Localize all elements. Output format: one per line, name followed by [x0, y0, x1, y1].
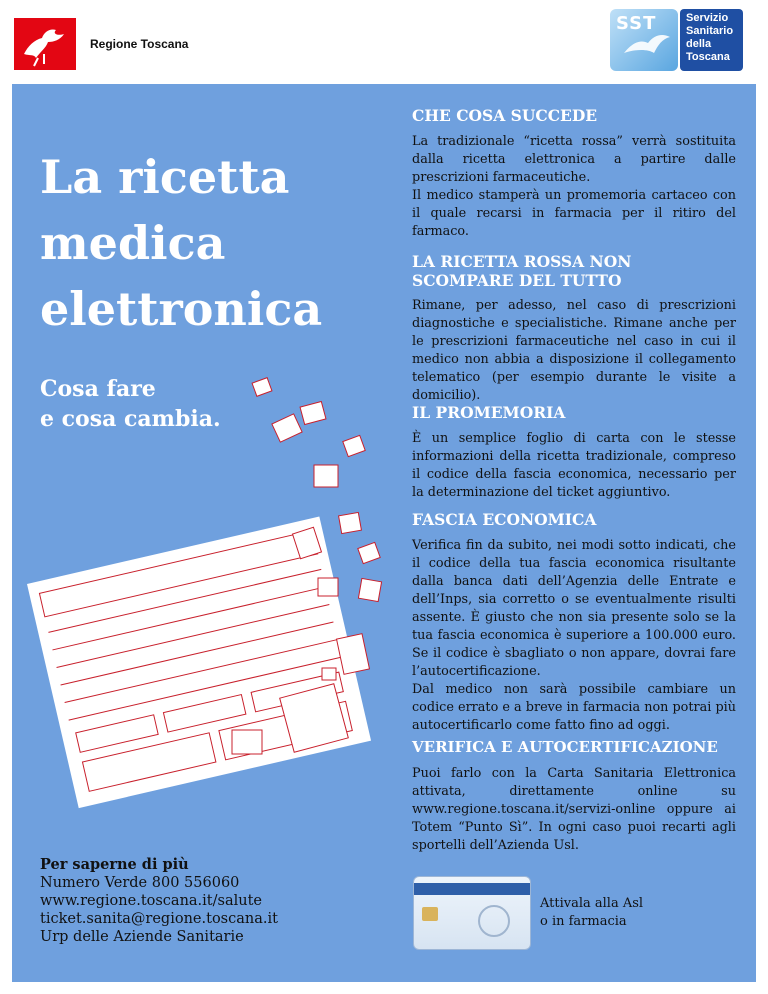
sst-line: della [686, 38, 712, 50]
seal-icon [478, 905, 510, 937]
section-body [412, 133, 736, 241]
card-caption [540, 895, 643, 931]
contact-phone: Numero Verde 800 556060 [40, 875, 240, 891]
section-promemoria [412, 403, 736, 502]
caption-line: Attivala alla Asl [540, 896, 644, 911]
page-subtitle [40, 374, 221, 434]
section-fascia-economica [412, 510, 736, 735]
section-body: Rimane, per adesso, nel caso di prescrizioni diagnostiche e specialistiche. Rimane anche per le prescrizioni farmaceutiche nel caso in cui il medico non abbia a disposizione il collegamento telematico (per esempio durante le visite a domicilio). [412, 298, 736, 403]
body-line: Verifica fin da subito, nei modi sotto indicati, che il codice della tua fascia economica risultante dalla banca dati dell’Agenzia delle Entrate e dell’Inps, sia corretto o se eventualmente risulti assente. È giusto che non sia presente solo se la tua fascia economica è superiore a 100.000 euro. Se il codice è sbagliato o non appare, dovrai fare l’autocertificazione. [412, 538, 736, 679]
body-line: La tradizionale “ricetta rossa” verrà sostituita dalla ricetta elettronica a partire dalle prescrizioni farmaceutiche. [412, 134, 736, 185]
section-heading: LA RICETTA ROSSA NON SCOMPARE DEL TUTTO [412, 252, 632, 290]
contact-urp: Urp delle Aziende Sanitarie [40, 929, 244, 945]
section-heading: VERIFICA E AUTOCERTIFICAZIONE [412, 738, 718, 756]
subtitle-line: e cosa cambia. [40, 406, 221, 432]
section-verifica [412, 738, 736, 855]
contact-website[interactable]: www.regione.toscana.it/salute [40, 893, 262, 909]
page-header [0, 0, 768, 82]
sst-line: Servizio [686, 12, 729, 24]
title-line: La ricetta [40, 150, 290, 204]
sst-line: Sanitario [686, 25, 734, 37]
section-ricetta-rossa [412, 252, 736, 405]
contact-email[interactable]: ticket.sanita@regione.toscana.it [40, 911, 278, 927]
regione-toscana-logo [14, 18, 76, 70]
body-line: Dal medico non sarà possibile cambiare un codice errato e a breve in farmacia non potrai più autocertificarlo come fatto fino ad oggi. [412, 682, 736, 733]
section-body: Puoi farlo con la Carta Sanitaria Elettronica attivata, direttamente online su www.regione.toscana.it/servizi-online oppure ai Totem “Punto Sì”. In ogni caso puoi recarti agli sportelli dell’Azienda Usl. [412, 766, 736, 853]
brand-name: Regione Toscana [90, 37, 189, 51]
section-body [412, 537, 736, 735]
section-heading: FASCIA ECONOMICA [412, 510, 597, 529]
section-heading: CHE COSA SUCCEDE [412, 106, 598, 125]
chip-icon [422, 907, 438, 921]
title-line: elettronica [40, 282, 323, 336]
contacts-heading: Per saperne di più [40, 856, 189, 873]
page-title [40, 144, 322, 342]
section-che-cosa-succede [412, 106, 736, 241]
section-body: È un semplice foglio di carta con le stesse informazioni della ricetta tradizionale, compreso il codice della fascia economica, necessario per la determinazione del ticket aggiuntivo. [412, 431, 736, 500]
sst-badge [610, 9, 678, 71]
caption-line: o in farmacia [540, 914, 627, 929]
sst-logo [610, 9, 743, 71]
section-heading: IL PROMEMORIA [412, 403, 566, 422]
contacts-block [40, 856, 278, 946]
sst-badge-text: SST [616, 13, 657, 34]
title-line: medica [40, 216, 226, 270]
card-header-bar [414, 883, 530, 895]
body-line: Il medico stamperà un promemoria cartaceo con il quale recarsi in farmacia per il ritiro del farmaco. [412, 188, 736, 239]
sst-name [680, 9, 743, 71]
health-card-image [413, 876, 531, 950]
subtitle-line: Cosa fare [40, 376, 156, 402]
sst-line: Toscana [686, 51, 730, 63]
